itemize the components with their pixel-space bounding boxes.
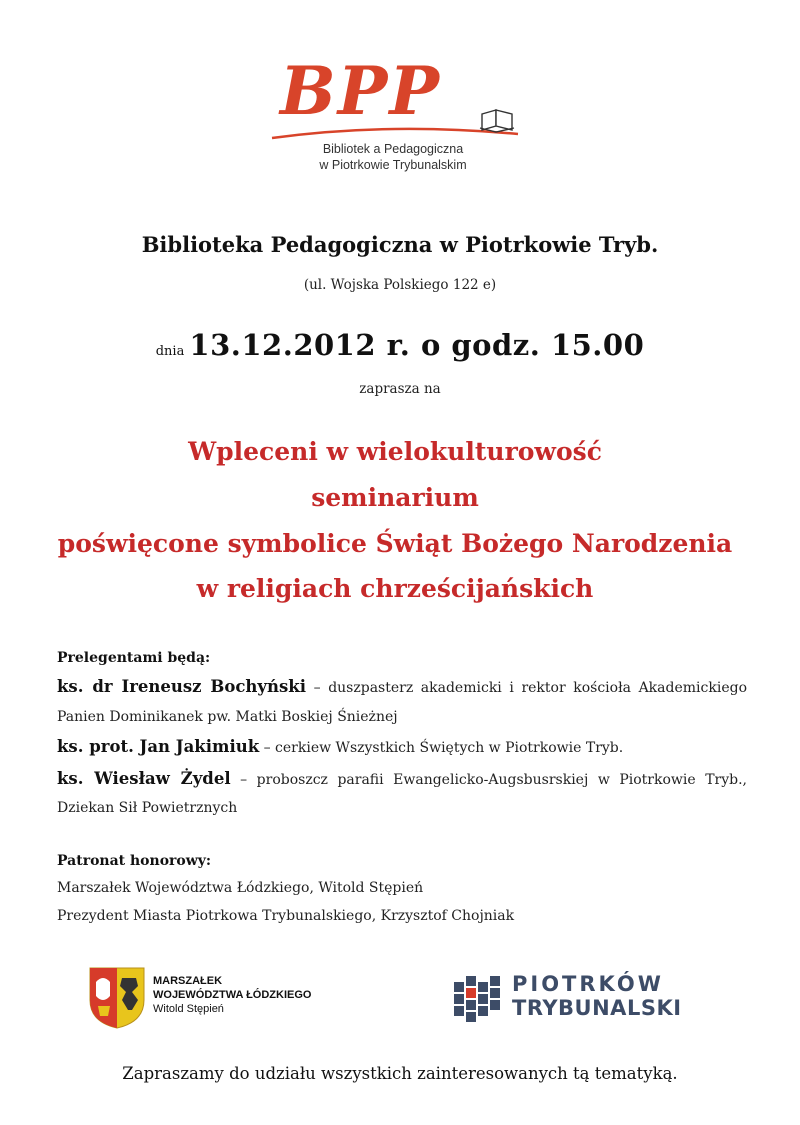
piotrkow-city-logo [450, 972, 690, 1024]
city-name-line1: PIOTRKÓW [512, 972, 664, 996]
event-date-line [0, 328, 800, 362]
speaker-item [57, 737, 747, 756]
speaker-name: ks. Wiesław Żydel [57, 769, 231, 788]
city-grid-icon [450, 974, 506, 1026]
bpp-logo [268, 52, 528, 182]
patron-item: Marszałek Województwa Łódzkiego, Witold Stępień [57, 880, 424, 896]
speaker-description: – cerkiew Wszystkich Świętych w Piotrkowie Tryb. [259, 740, 624, 756]
event-type: seminarium [311, 483, 479, 512]
event-subtitle-line2: w religiach chrześcijańskich [196, 574, 594, 603]
speaker-item [57, 769, 747, 788]
bpp-logo-graphic [268, 52, 528, 152]
marshal-name: Witold Stępień [153, 1003, 224, 1015]
city-name-line2: TRYBUNALSKI [512, 996, 682, 1020]
event-subtitle-line1: poświęcone symbolice Świąt Bożego Narodzenia [57, 529, 733, 558]
speaker-name: ks. prot. Jan Jakimiuk [57, 737, 260, 756]
logo-subtitle-line2: w Piotrkowie Trybunalskim [319, 158, 467, 172]
speakers-heading: Prelegentami będą: [57, 650, 211, 666]
event-title: Wpleceni w wielokulturowość [188, 437, 602, 466]
lodz-voivodeship-crest-icon [88, 966, 146, 1030]
marshal-logo [88, 966, 328, 1030]
logo-subtitle-line1: Bibliotek a Pedagogiczna [322, 142, 464, 156]
marshal-title-line2: WOJEWÓDZTWA ŁÓDZKIEGO [153, 989, 312, 1001]
closing-invitation: Zapraszamy do udziału wszystkich zainteresowanych tą tematyką. [122, 1064, 678, 1083]
open-book-icon [480, 110, 514, 132]
speaker-item [57, 677, 747, 696]
invitation-text: zaprasza na [359, 381, 441, 397]
organizer-name: Biblioteka Pedagogiczna w Piotrkowie Tryb. [141, 232, 659, 257]
speaker-description: – proboszcz parafii Ewangelicko-Augsbusrskiej w Piotrkowie Tryb., [230, 772, 747, 788]
speaker-description-continued: Dziekan Sił Powietrznych [57, 800, 238, 816]
patron-item: Prezydent Miasta Piotrkowa Trybunalskiego, Krzysztof Chojniak [57, 908, 515, 924]
organizer-address: (ul. Wojska Polskiego 122 e) [303, 277, 497, 293]
date-prefix: dnia [155, 344, 185, 359]
patronage-heading: Patronat honorowy: [57, 853, 212, 869]
speaker-description-continued: Panien Dominikanek pw. Matki Boskiej Śnieżnej [57, 709, 398, 725]
speaker-description: – duszpasterz akademicki i rektor kościoła Akademickiego [306, 680, 747, 696]
speaker-name: ks. dr Ireneusz Bochyński [57, 677, 306, 696]
marshal-title-line1: MARSZAŁEK [153, 975, 223, 987]
event-date: 13.12.2012 r. o godz. 15.00 [189, 328, 645, 362]
bpp-logo-mark: BPP [280, 52, 442, 130]
